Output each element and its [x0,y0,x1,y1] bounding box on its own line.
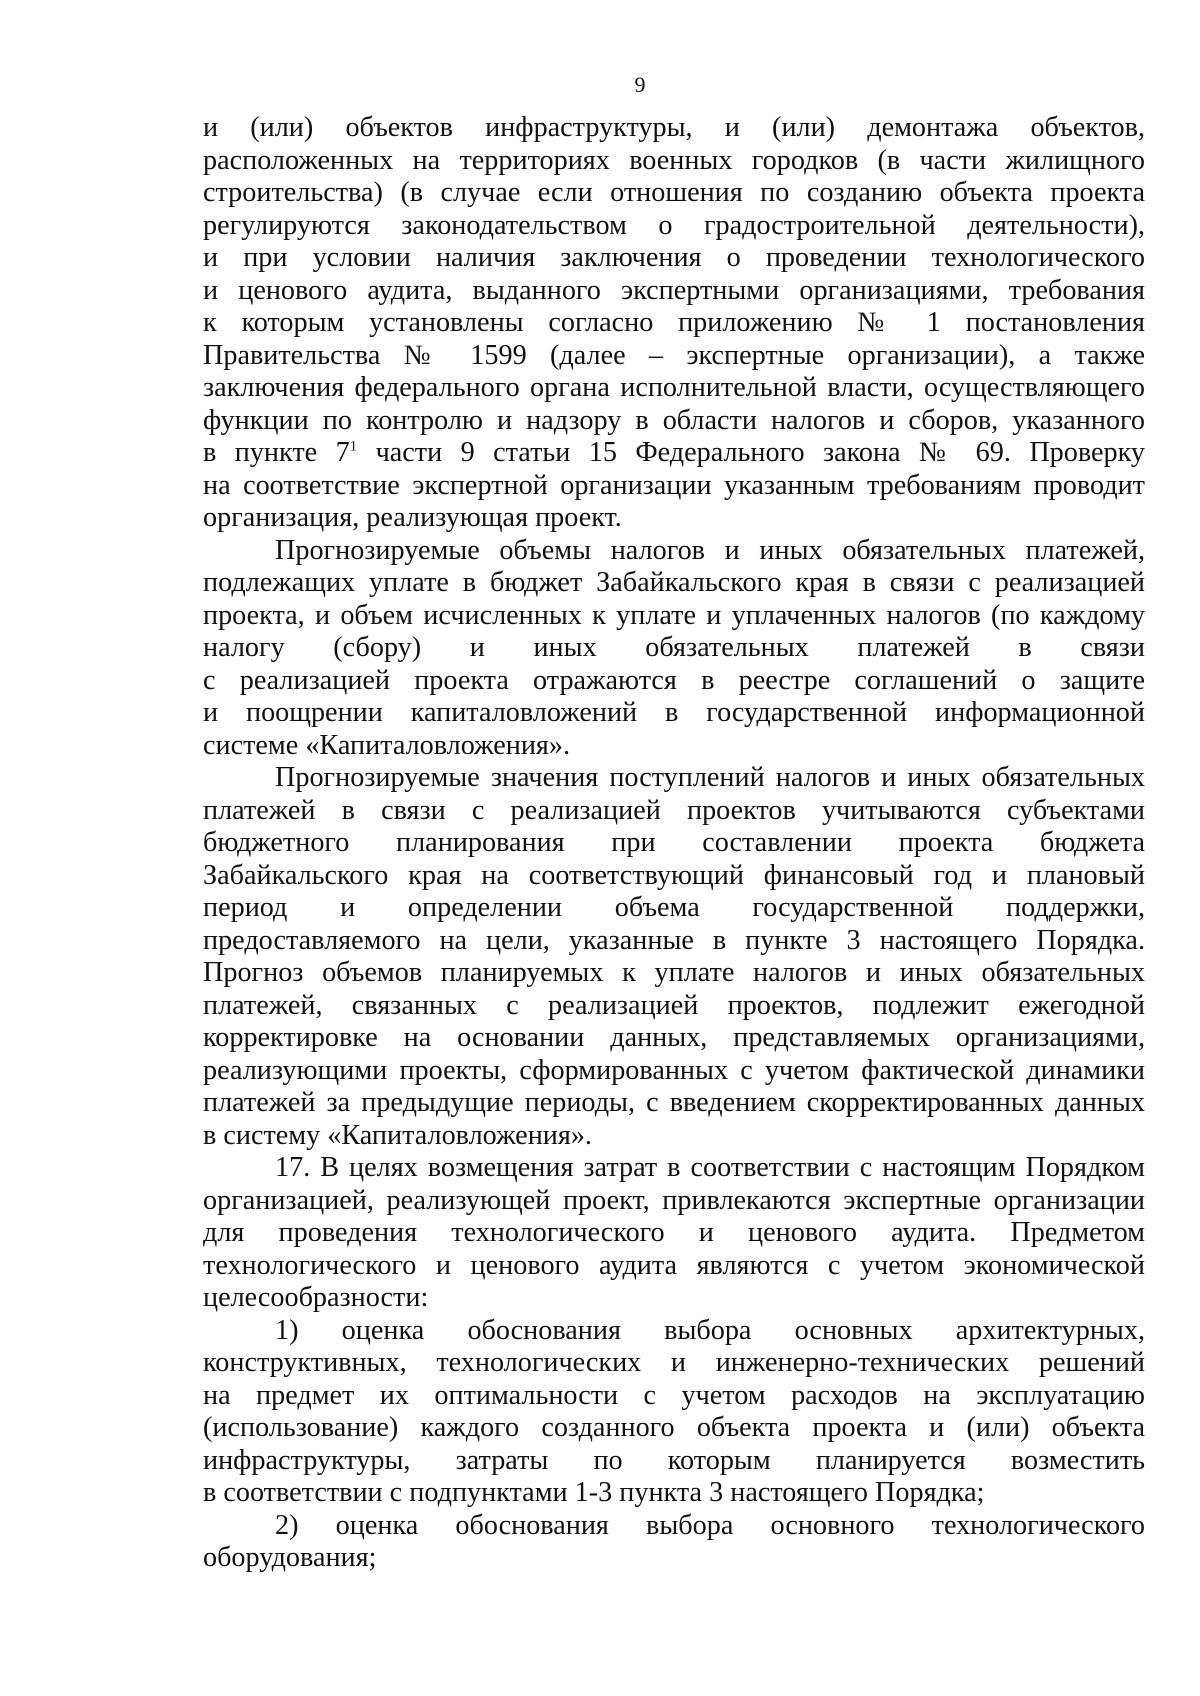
text-line: платежей за предыдущие периоды, с введением скорректированных данных [203,1087,1145,1118]
text-line: технологического и ценового аудита являются с учетом экономической [203,1249,1145,1281]
text-line: бюджетного планирования при составлении проекта бюджета [203,827,1145,858]
text-line: оборудования; [203,1542,377,1573]
text-fragment: части 9 статьи 15 Федерального закона № 69. Проверку [375,437,1146,468]
text-line: расположенных на территориях военных городков (в части жилищного [203,144,1145,176]
text-line: строительства) (в случае если отношения по созданию объекта проекта [203,177,1145,208]
text-fragment: в пункте 7 [203,437,350,468]
text-line-with-superscript [203,437,1145,470]
text-line: в систему «Капиталовложения». [203,1119,592,1151]
text-line: инфраструктуры, затраты по которым планируется возместить [203,1444,1145,1476]
text-line: и ценового аудита, выданного экспертными организациями, требования [203,274,1145,306]
text-line: и (или) объектов инфраструктуры, и (или) демонтажа объектов, [203,112,1145,143]
text-line: для проведения технологического и ценового аудита. Предметом [203,1217,1145,1248]
paragraph-subitem-2 [203,1510,1145,1575]
text-line: Прогнозируемые объемы налогов и иных обязательных платежей, [275,534,1145,566]
text-line: платежей, связанных с реализацией проектов, подлежит ежегодной [203,989,1145,1021]
text-line: корректировке на основании данных, представляемых организациями, [203,1022,1145,1053]
paragraph-tax-forecast [203,535,1145,763]
text-line: Прогноз объемов планируемых к уплате налогов и иных обязательных [203,957,1145,988]
text-line: (использование) каждого созданного объекта проекта и (или) объекта [203,1412,1145,1443]
text-line: налогу (сбору) и иных обязательных платежей в связи [203,632,1145,663]
text-line: Прогнозируемые значения поступлений налогов и иных обязательных [275,762,1145,793]
text-line: конструктивных, технологических и инженерно-технических решений [203,1347,1145,1378]
text-line: период и определении объема государственной поддержки, [203,892,1145,923]
text-line: на соответствие экспертной организации указанным требованиям проводит [203,469,1145,501]
text-line: системе «Капиталовложения». [203,729,571,761]
text-line: в соответствии с подпунктами 1-3 пункта 3 настоящего Порядка; [203,1477,985,1508]
superscript: 1 [349,438,358,455]
paragraph-item-17 [203,1152,1145,1315]
text-line: предоставляемого на цели, указанные в пункте 3 настоящего Порядка. [203,924,1145,956]
text-line: платежей в связи с реализацией проектов учитываются субъектами [203,794,1145,826]
paragraph-revenue-forecast [203,762,1145,1152]
text-line: 1) оценка обоснования выбора основных архитектурных, [275,1314,1145,1346]
text-line: к которым установлены согласно приложению № 1 постановления [203,307,1145,338]
text-line: подлежащих уплате в бюджет Забайкальского края в связи с реализацией [203,567,1145,598]
text-line: организацией, реализующей проект, привлекаются экспертные организации [203,1184,1145,1216]
text-line: с реализацией проекта отражаются в реестре соглашений о защите [203,664,1145,696]
text-line: и поощрении капиталовложений в государственной информационной [203,697,1145,728]
text-line: целесообразности: [203,1282,429,1313]
text-line: регулируются законодательством о градостроительной деятельности), [203,209,1145,241]
text-line: Забайкальского края на соответствующий финансовый год и плановый [203,859,1145,891]
text-line: и при условии наличия заключения о проведении технологического [203,242,1145,273]
document-body [203,112,1145,1575]
text-line: реализующими проекты, сформированных с учетом фактической динамики [203,1054,1145,1086]
text-line: организация, реализующая проект. [203,502,622,533]
text-line: заключения федерального органа исполнительной власти, осуществляющего [203,372,1145,403]
text-line: проекта, и объем исчисленных к уплате и уплаченных налогов (по каждому [203,599,1145,631]
page-number: 9 [634,72,646,97]
text-line: 2) оценка обоснования выбора основного технологического [275,1509,1145,1541]
text-line: функции по контролю и надзору в области налогов и сборов, указанного [203,404,1145,436]
paragraph-continuation [203,112,1145,535]
text-line: на предмет их оптимальности с учетом расходов на эксплуатацию [203,1379,1145,1411]
paragraph-subitem-1 [203,1315,1145,1510]
text-line: Правительства № 1599 (далее – экспертные организации), а также [203,339,1145,371]
text-line: 17. В целях возмещения затрат в соответствии с настоящим Порядком [275,1152,1145,1183]
